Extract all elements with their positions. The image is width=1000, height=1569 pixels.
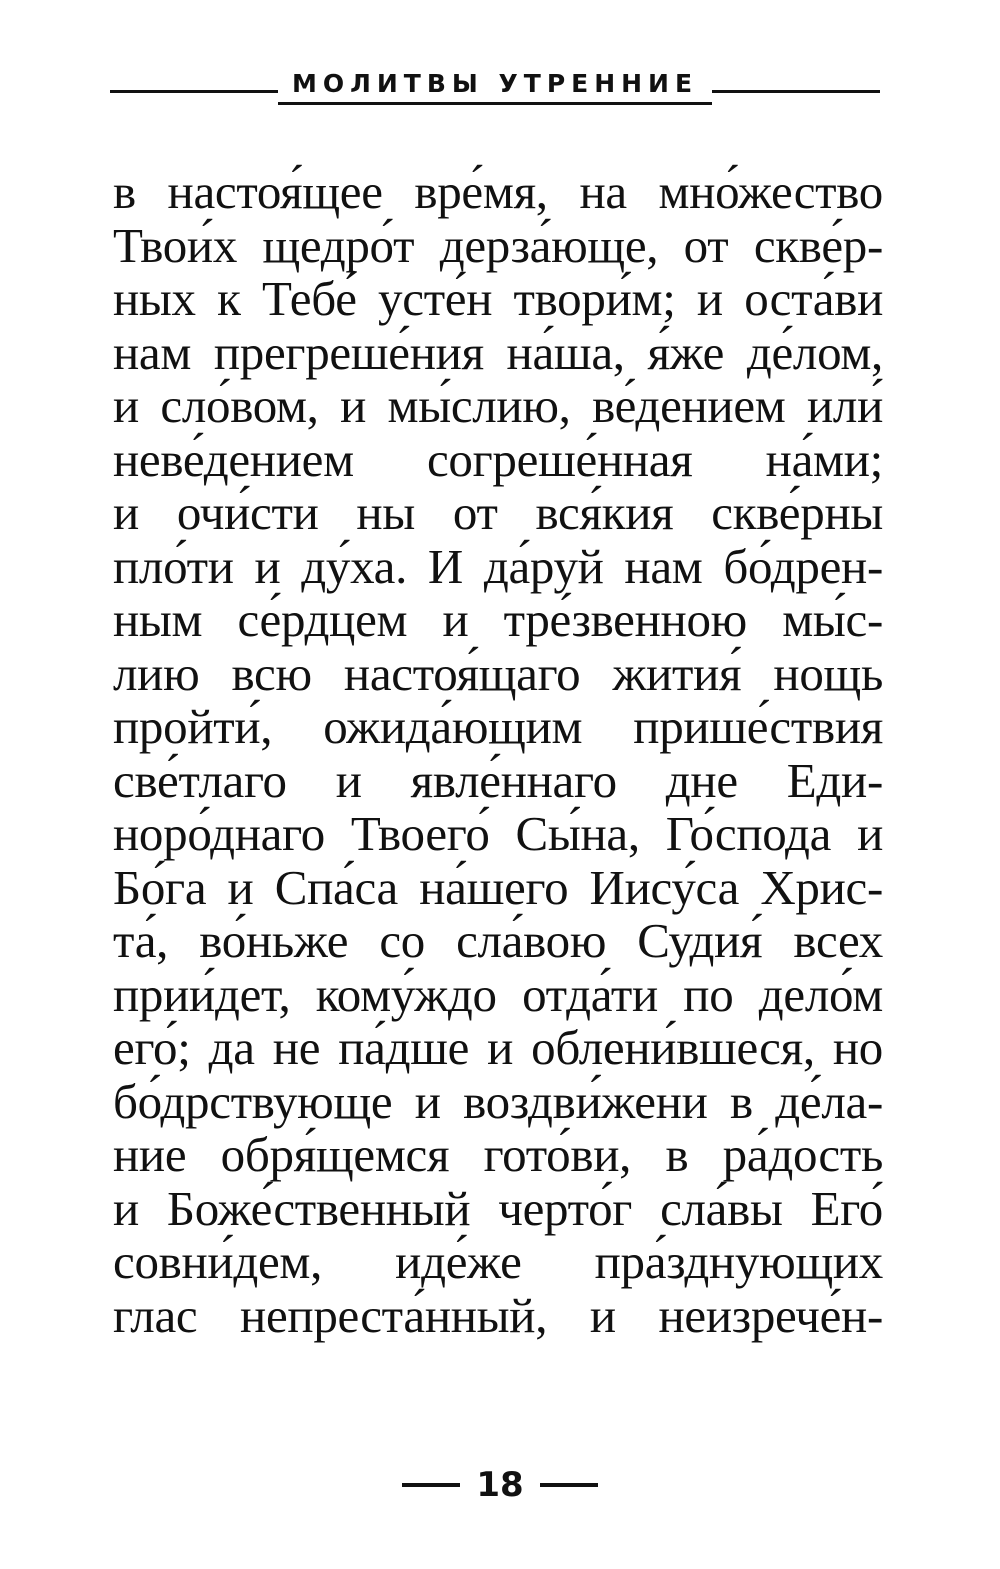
text-line: прии́дет, кому́ждо отда́ти по дело́м (113, 966, 883, 1022)
text-line: и Боже́ственный черто́г сла́вы Его́ (113, 1180, 883, 1236)
footer-dash-left (402, 1483, 460, 1487)
text-line: та́, во́ньже со сла́вою Судия́ всех (113, 913, 883, 968)
text-line: и очи́сти ны от вся́кия скве́рны (113, 485, 883, 540)
text-line: совни́дем, иде́же пра́зднующих (113, 1234, 883, 1289)
text-line: Твои́х щедро́т дерза́юще, от скве́р- (113, 217, 883, 273)
running-header (110, 64, 880, 104)
text-line: Бо́га и Спа́са на́шего Иису́са Хрис- (113, 859, 883, 915)
text-line: пло́ти и ду́ха. И да́руй нам бо́дрен- (113, 538, 883, 594)
header-rule-left (110, 90, 278, 93)
text-line: лию всю настоя́щаго жития́ нощь (113, 645, 883, 701)
text-line: пройти́, ожида́ющим прише́ствия (113, 699, 883, 754)
text-line: неве́дением согреше́нная на́ми; (113, 431, 883, 487)
text-line: ным се́рдцем и тре́звенною мы́с- (113, 592, 883, 647)
text-line: бо́дрствующе и воздви́жени в де́ла- (113, 1073, 883, 1129)
text-line: норо́днаго Твоего́ Сы́на, Го́спода и (113, 806, 883, 861)
text-line: ние обря́щемся гото́ви, в ра́дость (113, 1127, 883, 1182)
text-line: ных к Тебе́ усте́н твори́м; и оста́ви (113, 271, 883, 326)
page-number: 18 (476, 1465, 524, 1505)
page-footer (0, 1460, 1000, 1510)
text-line: нам прегреше́ния на́ша, я́же де́лом, (113, 324, 883, 380)
text-line: и сло́вом, и мы́слию, ве́дением или́ (113, 378, 883, 433)
text-line: глас непреста́нный, и неизрече́н- (113, 1287, 883, 1343)
footer-dash-right (540, 1483, 598, 1487)
text-line: в настоя́щее вре́мя, на мно́жество (113, 164, 883, 219)
text-line: све́тлаго и явле́ннаго дне Еди- (113, 752, 883, 808)
running-header-title: МОЛИТВЫ УТРЕННИЕ (278, 69, 712, 105)
prayer-text (113, 165, 883, 1342)
text-line: его́; да не па́дше и облени́вшеся, но (113, 1020, 883, 1075)
header-rule-right (712, 90, 880, 93)
